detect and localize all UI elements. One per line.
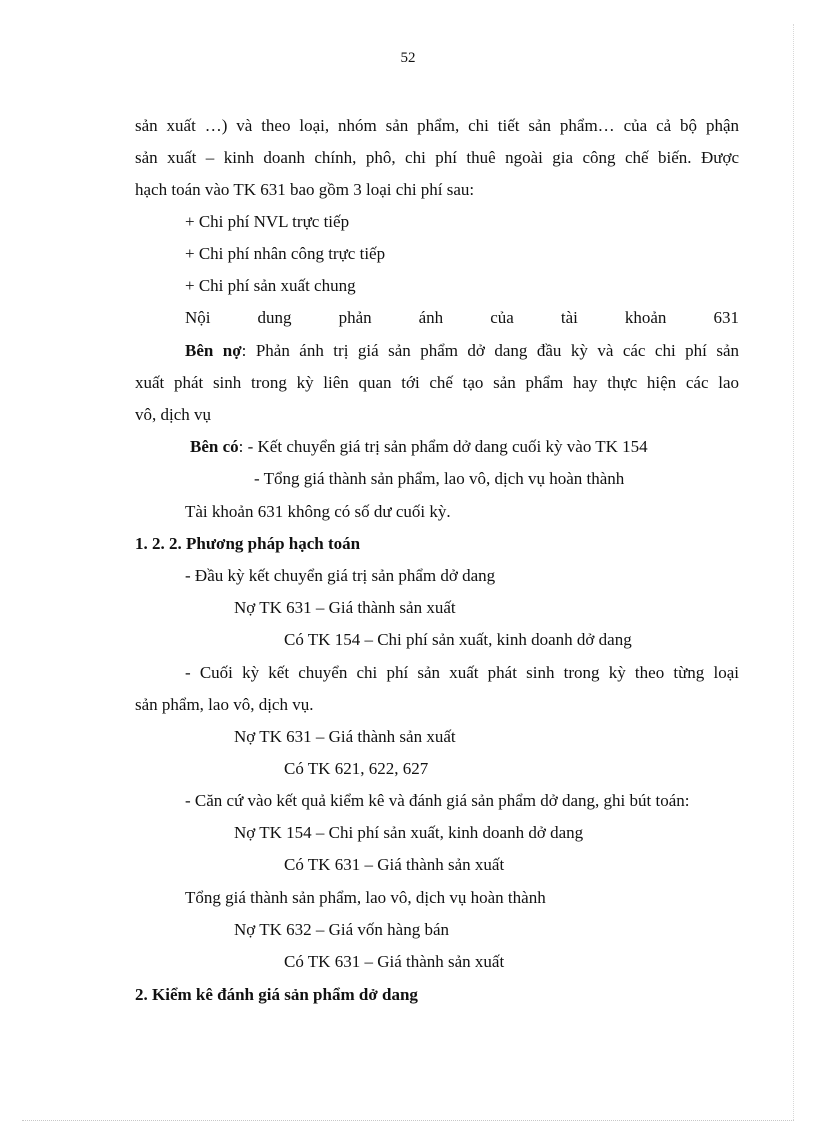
credit-entry: Có TK 631 – Giá thành sản xuất	[284, 952, 505, 971]
section-heading: 1. 2. 2. Phương pháp hạch toán	[135, 534, 361, 553]
word: ánh	[418, 308, 444, 327]
debit-entry: Nợ TK 154 – Chi phí sản xuất, kinh doanh dở dang	[234, 823, 584, 842]
paragraph-line: sản phẩm, lao vô, dịch vụ.	[135, 695, 314, 714]
credit-side-label: Bên có	[190, 437, 239, 456]
debit-entry: Nợ TK 632 – Giá vốn hàng bán	[234, 920, 450, 939]
method-step: - Căn cứ vào kết quả kiểm kê và đánh giá sản phẩm dở dang, ghi bút toán:	[185, 791, 690, 810]
page-edge-bottom	[22, 1120, 794, 1121]
word: phản	[338, 308, 372, 327]
page-edge-right	[793, 24, 794, 1120]
method-step: - Cuối kỳ kết chuyển chi phí sản xuất phát sinh trong kỳ theo từng loại	[185, 663, 739, 682]
content-heading-line	[185, 306, 739, 330]
word: của	[490, 308, 514, 327]
credit-side-line: Bên có: - Kết chuyển giá trị sản phẩm dở dang cuối kỳ vào TK 154	[190, 437, 648, 456]
word: khoản	[624, 308, 667, 327]
paragraph-line: vô, dịch vụ	[135, 405, 212, 424]
word: 631	[713, 308, 739, 327]
page-number: 52	[400, 50, 416, 66]
debit-side-line: Bên nợ: Phản ánh trị giá sản phẩm dở dang đầu kỳ và các chi phí sản	[185, 341, 739, 360]
method-step: Tổng giá thành sản phẩm, lao vô, dịch vụ hoàn thành	[185, 888, 546, 907]
word: tài	[560, 308, 578, 327]
list-item: + Chi phí sản xuất chung	[185, 276, 356, 295]
credit-entry: Có TK 631 – Giá thành sản xuất	[284, 855, 505, 874]
debit-entry: Nợ TK 631 – Giá thành sản xuất	[234, 598, 456, 617]
word: Nội	[185, 308, 211, 327]
paragraph-line: xuất phát sinh trong kỳ liên quan tới chế tạo sản phẩm hay thực hiện các lao	[135, 373, 739, 392]
word: dung	[257, 308, 292, 327]
paragraph-line: sản xuất …) và theo loại, nhóm sản phẩm, chi tiết sản phẩm… của cả bộ phận	[135, 116, 739, 135]
method-step: - Đầu kỳ kết chuyển giá trị sản phẩm dở dang	[185, 566, 496, 585]
debit-entry: Nợ TK 631 – Giá thành sản xuất	[234, 727, 456, 746]
list-item: + Chi phí nhân công trực tiếp	[185, 244, 386, 263]
paragraph-line: sản xuất – kinh doanh chính, phô, chi phí thuê ngoài gia công chế biến. Được	[135, 148, 739, 167]
credit-entry: Có TK 621, 622, 627	[284, 759, 429, 778]
debit-side-label: Bên nợ	[185, 341, 242, 360]
credit-entry: Có TK 154 – Chi phí sản xuất, kinh doanh dở dang	[284, 630, 632, 649]
list-item: + Chi phí NVL trực tiếp	[185, 212, 350, 231]
credit-side-line: - Tổng giá thành sản phẩm, lao vô, dịch vụ hoàn thành	[254, 469, 625, 488]
section-heading: 2. Kiểm kê đánh giá sản phẩm dở dang	[135, 985, 418, 1004]
paragraph-line: hạch toán vào TK 631 bao gồm 3 loại chi phí sau:	[135, 180, 475, 199]
paragraph-line: Tài khoản 631 không có số dư cuối kỳ.	[185, 502, 451, 521]
